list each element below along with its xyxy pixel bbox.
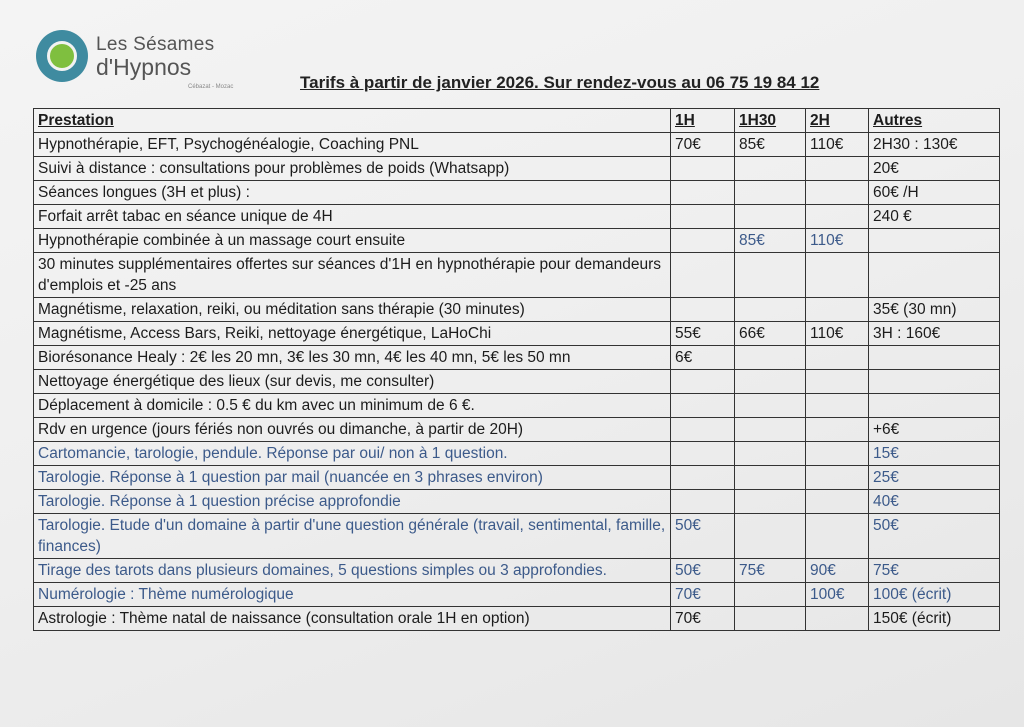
cell-1h30 <box>735 418 806 442</box>
cell-prestation: 30 minutes supplémentaires offertes sur séances d'1H en hypnothérapie pour demandeurs d'emplois et -25 ans <box>34 253 671 298</box>
cell-autres: 15€ <box>869 442 1000 466</box>
cell-2h: 110€ <box>806 322 869 346</box>
cell-prestation: Séances longues (3H et plus) : <box>34 181 671 205</box>
cell-prestation: Magnétisme, Access Bars, Reiki, nettoyage énergétique, LaHoChi <box>34 322 671 346</box>
cell-autres: 3H : 160€ <box>869 322 1000 346</box>
cell-1h30: 85€ <box>735 229 806 253</box>
cell-2h <box>806 466 869 490</box>
cell-1h30 <box>735 607 806 631</box>
cell-1h: 55€ <box>671 322 735 346</box>
cell-1h30 <box>735 442 806 466</box>
cell-prestation: Tarologie. Réponse à 1 question précise approfondie <box>34 490 671 514</box>
cell-2h <box>806 607 869 631</box>
cell-1h30 <box>735 490 806 514</box>
cell-autres <box>869 394 1000 418</box>
cell-autres: 40€ <box>869 490 1000 514</box>
cell-2h <box>806 181 869 205</box>
table-row <box>34 559 1000 583</box>
cell-1h30 <box>735 253 806 298</box>
cell-2h <box>806 157 869 181</box>
cell-1h <box>671 370 735 394</box>
cell-autres <box>869 346 1000 370</box>
cell-1h30 <box>735 181 806 205</box>
table-row <box>34 229 1000 253</box>
cell-2h: 100€ <box>806 583 869 607</box>
cell-1h30 <box>735 298 806 322</box>
cell-autres: 50€ <box>869 514 1000 559</box>
cell-prestation: Tirage des tarots dans plusieurs domaines, 5 questions simples ou 3 approfondies. <box>34 559 671 583</box>
cell-1h <box>671 157 735 181</box>
cell-prestation: Astrologie : Thème natal de naissance (consultation orale 1H en option) <box>34 607 671 631</box>
cell-2h <box>806 370 869 394</box>
cell-autres: +6€ <box>869 418 1000 442</box>
cell-autres: 150€ (écrit) <box>869 607 1000 631</box>
cell-autres: 2H30 : 130€ <box>869 133 1000 157</box>
cell-autres: 20€ <box>869 157 1000 181</box>
table-row <box>34 394 1000 418</box>
cell-2h <box>806 346 869 370</box>
table-body <box>34 133 1000 631</box>
cell-1h30 <box>735 466 806 490</box>
cell-1h <box>671 298 735 322</box>
header-1h30: 1H30 <box>735 109 806 133</box>
table-row <box>34 157 1000 181</box>
table-row <box>34 370 1000 394</box>
cell-autres <box>869 229 1000 253</box>
table-row <box>34 490 1000 514</box>
cell-prestation: Hypnothérapie, EFT, Psychogénéalogie, Coaching PNL <box>34 133 671 157</box>
cell-1h: 50€ <box>671 559 735 583</box>
cell-prestation: Cartomancie, tarologie, pendule. Réponse par oui/ non à 1 question. <box>34 442 671 466</box>
logo-text-line1: Les Sésames <box>96 34 215 55</box>
cell-1h <box>671 394 735 418</box>
logo <box>36 30 234 90</box>
table-header-row <box>34 109 1000 133</box>
cell-prestation: Déplacement à domicile : 0.5 € du km avec un minimum de 6 €. <box>34 394 671 418</box>
cell-autres: 75€ <box>869 559 1000 583</box>
cell-prestation: Biorésonance Healy : 2€ les 20 mn, 3€ les 30 mn, 4€ les 40 mn, 5€ les 50 mn <box>34 346 671 370</box>
cell-2h <box>806 442 869 466</box>
cell-prestation: Nettoyage énergétique des lieux (sur devis, me consulter) <box>34 370 671 394</box>
table-row <box>34 514 1000 559</box>
cell-autres <box>869 370 1000 394</box>
cell-1h: 6€ <box>671 346 735 370</box>
table-row <box>34 583 1000 607</box>
cell-autres: 240 € <box>869 205 1000 229</box>
header-prestation: Prestation <box>34 109 671 133</box>
logo-text-line2: d'Hypnos <box>96 54 192 80</box>
cell-1h: 50€ <box>671 514 735 559</box>
table-row <box>34 205 1000 229</box>
table-row <box>34 418 1000 442</box>
cell-2h <box>806 394 869 418</box>
cell-autres: 35€ (30 mn) <box>869 298 1000 322</box>
cell-2h <box>806 205 869 229</box>
table-row <box>34 322 1000 346</box>
table-row <box>34 253 1000 298</box>
cell-1h <box>671 181 735 205</box>
cell-1h <box>671 490 735 514</box>
cell-prestation: Hypnothérapie combinée à un massage court ensuite <box>34 229 671 253</box>
cell-2h: 90€ <box>806 559 869 583</box>
table-row <box>34 607 1000 631</box>
cell-2h: 110€ <box>806 133 869 157</box>
cell-2h <box>806 298 869 322</box>
header-1h: 1H <box>671 109 735 133</box>
cell-prestation: Magnétisme, relaxation, reiki, ou méditation sans thérapie (30 minutes) <box>34 298 671 322</box>
logo-text-line3: Cébazat - Mozac <box>188 84 234 90</box>
cell-prestation: Tarologie. Réponse à 1 question par mail (nuancée en 3 phrases environ) <box>34 466 671 490</box>
cell-1h: 70€ <box>671 607 735 631</box>
cell-1h30 <box>735 157 806 181</box>
cell-1h <box>671 229 735 253</box>
header-2h: 2H <box>806 109 869 133</box>
table-row <box>34 346 1000 370</box>
cell-1h30: 66€ <box>735 322 806 346</box>
table-row <box>34 442 1000 466</box>
header-autres: Autres <box>869 109 1000 133</box>
cell-1h <box>671 253 735 298</box>
cell-prestation: Forfait arrêt tabac en séance unique de 4H <box>34 205 671 229</box>
cell-1h30 <box>735 394 806 418</box>
cell-autres <box>869 253 1000 298</box>
cell-1h <box>671 442 735 466</box>
cell-prestation: Numérologie : Thème numérologique <box>34 583 671 607</box>
cell-1h30 <box>735 205 806 229</box>
cell-1h <box>671 205 735 229</box>
table-row <box>34 298 1000 322</box>
cell-1h30 <box>735 514 806 559</box>
cell-1h30: 85€ <box>735 133 806 157</box>
cell-2h <box>806 253 869 298</box>
table-row <box>34 133 1000 157</box>
cell-1h30 <box>735 583 806 607</box>
cell-1h <box>671 418 735 442</box>
cell-prestation: Suivi à distance : consultations pour problèmes de poids (Whatsapp) <box>34 157 671 181</box>
price-table <box>33 108 1000 631</box>
page-title: Tarifs à partir de janvier 2026. Sur rendez-vous au 06 75 19 84 12 <box>300 73 820 92</box>
cell-1h: 70€ <box>671 583 735 607</box>
cell-autres: 60€ /H <box>869 181 1000 205</box>
cell-1h30 <box>735 370 806 394</box>
cell-2h: 110€ <box>806 229 869 253</box>
cell-prestation: Rdv en urgence (jours fériés non ouvrés ou dimanche, à partir de 20H) <box>34 418 671 442</box>
table-row <box>34 181 1000 205</box>
logo-mark-icon <box>36 30 88 82</box>
cell-prestation: Tarologie. Etude d'un domaine à partir d'une question générale (travail, sentimental, famille, finances) <box>34 514 671 559</box>
table-row <box>34 466 1000 490</box>
cell-2h <box>806 418 869 442</box>
cell-2h <box>806 490 869 514</box>
cell-1h30: 75€ <box>735 559 806 583</box>
cell-2h <box>806 514 869 559</box>
cell-1h30 <box>735 346 806 370</box>
cell-1h: 70€ <box>671 133 735 157</box>
cell-1h <box>671 466 735 490</box>
cell-autres: 100€ (écrit) <box>869 583 1000 607</box>
cell-autres: 25€ <box>869 466 1000 490</box>
